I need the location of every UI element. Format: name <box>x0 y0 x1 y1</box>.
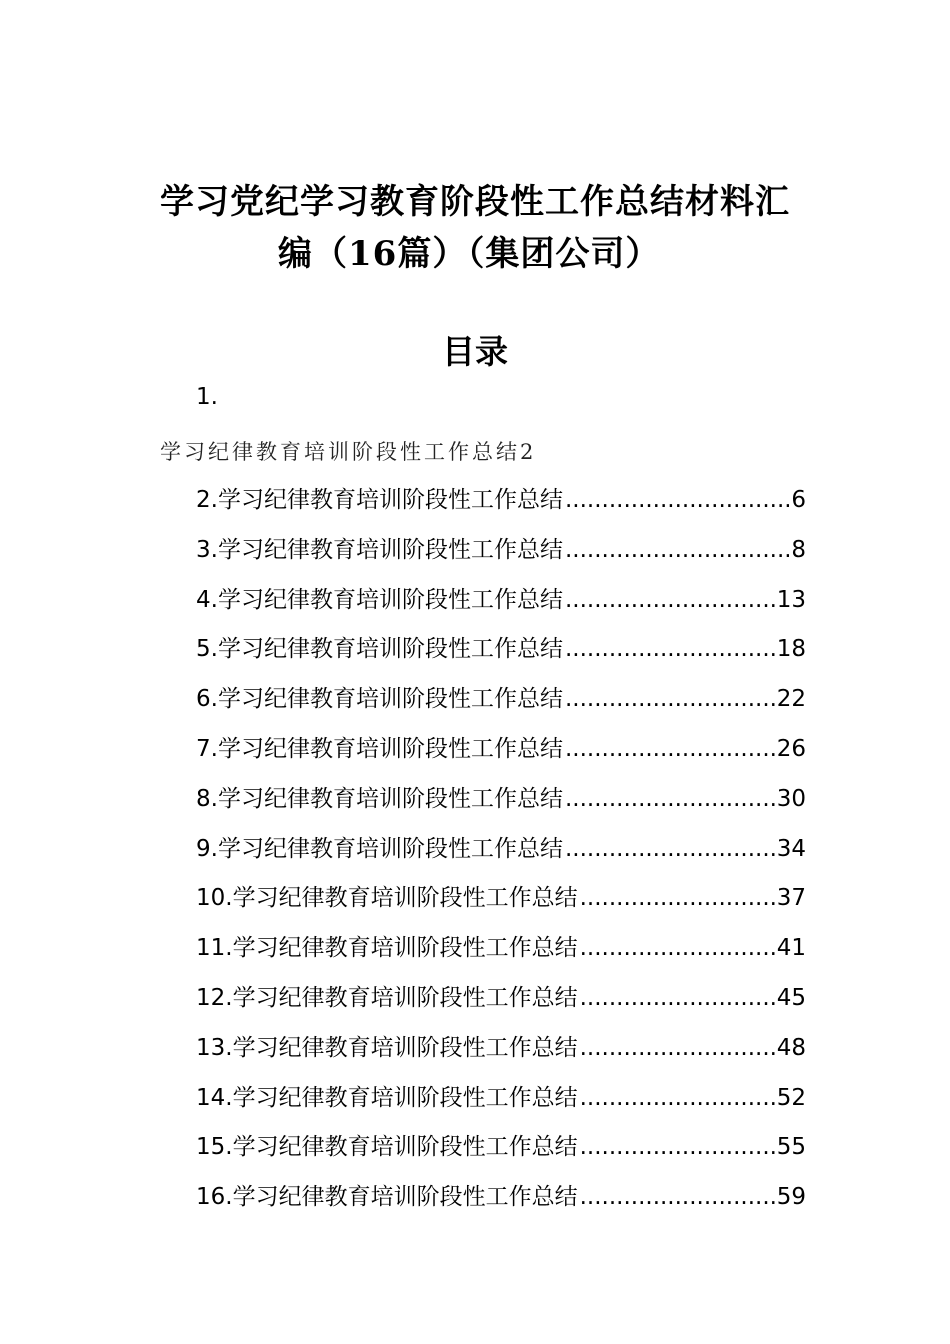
toc-dot-leader <box>565 729 775 769</box>
toc-entry-page-number: 59 <box>776 1184 806 1211</box>
toc-entry-title: 16.学习纪律教育培训阶段性工作总结 <box>196 1184 578 1211</box>
toc-entry-page-number: 6 <box>791 487 806 513</box>
toc-entry-page-number: 41 <box>776 935 806 962</box>
toc-dot-leader <box>580 1177 775 1217</box>
toc-entry-page-number: 34 <box>776 835 806 862</box>
toc-dot-leader <box>580 978 775 1018</box>
toc-entry[interactable] <box>196 580 806 630</box>
toc-entry-title: 15.学习纪律教育培训阶段性工作总结 <box>196 1134 578 1161</box>
toc-entry[interactable] <box>196 530 806 580</box>
toc-dot-leader <box>580 878 775 918</box>
toc-entry-page-number: 13 <box>776 586 806 613</box>
toc-entry[interactable] <box>196 928 806 978</box>
toc-entry-title: 5.学习纪律教育培训阶段性工作总结 <box>196 636 563 663</box>
toc-entry-title: 3.学习纪律教育培训阶段性工作总结 <box>196 536 563 563</box>
document-title-line-1: 学习党纪学习教育阶段性工作总结材料汇 <box>160 182 790 222</box>
toc-entry-page-number: 37 <box>776 885 806 912</box>
toc-entry-title: 13.学习纪律教育培训阶段性工作总结 <box>196 1034 578 1061</box>
toc-entry[interactable] <box>196 878 806 928</box>
toc-entry-page-number: 26 <box>776 735 806 762</box>
toc-dot-leader <box>565 480 789 520</box>
toc-entry-1-text[interactable]: 学习纪律教育培训阶段性工作总结2 <box>160 440 537 464</box>
toc-entry-title: 9.学习纪律教育培训阶段性工作总结 <box>196 835 563 862</box>
toc-entry-page-number: 22 <box>776 686 806 713</box>
toc-dot-leader <box>565 829 775 869</box>
toc-entry[interactable] <box>196 978 806 1028</box>
toc-entry-page-number: 52 <box>776 1084 806 1111</box>
toc-entry[interactable] <box>196 829 806 879</box>
toc-list <box>196 480 806 1227</box>
toc-entry-page-number: 18 <box>776 636 806 663</box>
toc-entry[interactable] <box>196 1028 806 1078</box>
toc-entry-page-number: 45 <box>776 984 806 1011</box>
toc-entry[interactable] <box>196 779 806 829</box>
toc-dot-leader <box>580 1028 775 1068</box>
toc-entry[interactable] <box>196 729 806 779</box>
toc-entry[interactable] <box>196 679 806 729</box>
toc-entry-title: 6.学习纪律教育培训阶段性工作总结 <box>196 686 563 713</box>
toc-entry-page-number: 30 <box>776 785 806 812</box>
toc-dot-leader <box>580 928 775 968</box>
toc-entry-title: 8.学习纪律教育培训阶段性工作总结 <box>196 785 563 812</box>
toc-dot-leader <box>565 580 775 620</box>
toc-entry-title: 2.学习纪律教育培训阶段性工作总结 <box>196 487 563 513</box>
toc-entry-1-number[interactable]: 1. <box>196 384 218 410</box>
toc-dot-leader <box>565 530 789 570</box>
toc-entry[interactable] <box>196 1177 806 1227</box>
toc-entry-title: 11.学习纪律教育培训阶段性工作总结 <box>196 935 578 962</box>
toc-dot-leader <box>580 1127 775 1167</box>
toc-entry[interactable] <box>196 629 806 679</box>
document-title-line-2: 编（16篇）（集团公司） <box>278 234 661 274</box>
toc-dot-leader <box>565 679 775 719</box>
toc-entry[interactable] <box>196 480 806 530</box>
toc-entry-page-number: 8 <box>791 536 806 563</box>
toc-dot-leader <box>565 629 775 669</box>
toc-entry[interactable] <box>196 1127 806 1177</box>
toc-entry-title: 14.学习纪律教育培训阶段性工作总结 <box>196 1084 578 1111</box>
toc-entry-title: 4.学习纪律教育培训阶段性工作总结 <box>196 586 563 613</box>
toc-entry-title: 7.学习纪律教育培训阶段性工作总结 <box>196 735 563 762</box>
toc-entry-title: 12.学习纪律教育培训阶段性工作总结 <box>196 984 578 1011</box>
toc-dot-leader <box>565 779 775 819</box>
toc-heading: 目录 <box>442 332 508 371</box>
toc-entry-page-number: 55 <box>776 1134 806 1161</box>
toc-entry-title: 10.学习纪律教育培训阶段性工作总结 <box>196 885 578 912</box>
toc-entry[interactable] <box>196 1078 806 1128</box>
toc-entry-page-number: 48 <box>776 1034 806 1061</box>
toc-dot-leader <box>580 1078 775 1118</box>
